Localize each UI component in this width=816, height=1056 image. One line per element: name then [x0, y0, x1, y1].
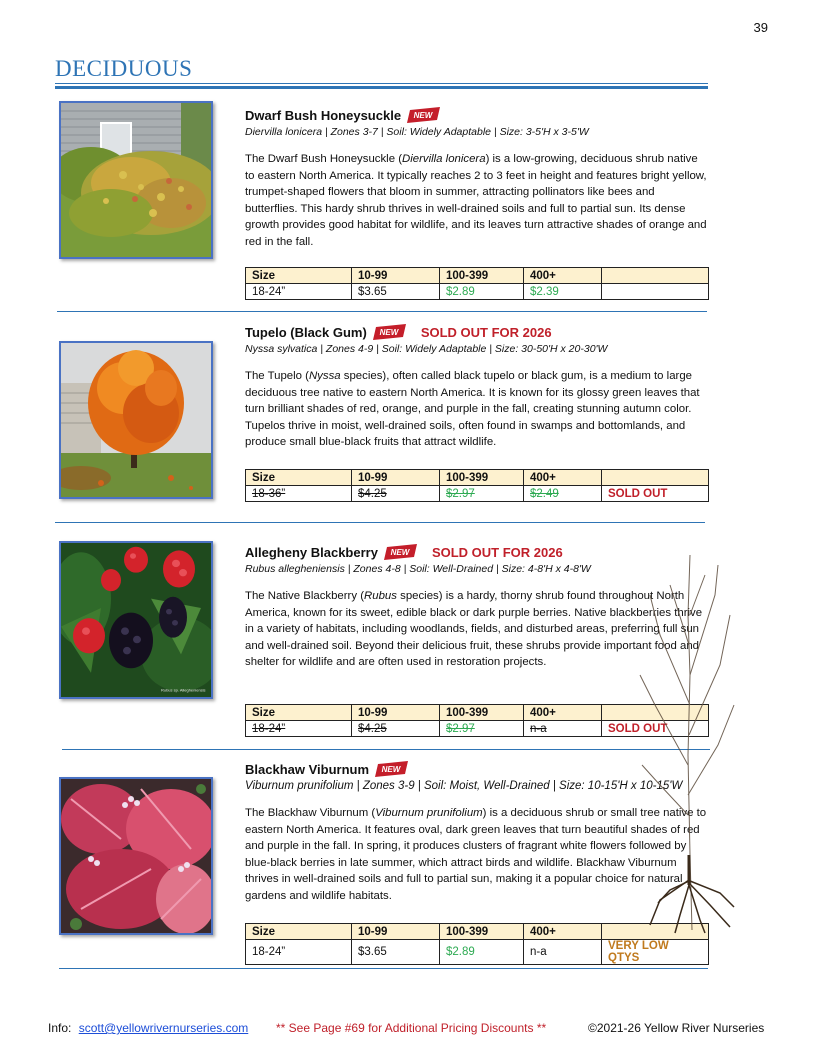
new-badge-text: NEW [413, 111, 433, 120]
header-qty-10-99: 10-99 [352, 470, 440, 486]
header-qty-400-plus: 400+ [524, 705, 602, 721]
plant-description [245, 368, 710, 451]
size-cell: 18-24” [246, 940, 352, 965]
desc-latin: Viburnum prunifolium [375, 807, 483, 819]
header-qty-400-plus: 400+ [524, 268, 602, 284]
price-cell: $2.97 [440, 721, 524, 737]
plant-description [245, 588, 710, 671]
plant-meta [245, 563, 710, 575]
desc-text: ) is a low-growing, deciduous shrub native to eastern North America. It typically reaches 2 to 3 feet in height and features bright yellow, trumpet-shaped flowers that bloom in summer, attracting pollinators like bees and butterflies. This hardy shrub thrives in well-drained soils and full to partial sun. Its dense growth provides good habitat for wildlife, and its leaves turn attractive shades of orange and red in the fall. [245, 153, 707, 248]
photo-allegheny-blackberry [59, 541, 213, 699]
plant-specs: | Zones 3-7 | Soil: Widely Adaptable | Size: 3-5'H x 3-5'W [322, 126, 589, 138]
footer-discount-note: ** See Page #69 for Additional Pricing Discounts ** [276, 1021, 547, 1035]
plant-meta [245, 126, 710, 138]
price-table-header [246, 470, 709, 486]
price-table [245, 469, 709, 502]
entry-divider [55, 522, 705, 523]
header-qty-10-99: 10-99 [352, 924, 440, 940]
desc-text: The Native Blackberry ( [245, 590, 365, 602]
new-badge-text: NEW [390, 548, 410, 557]
new-badge-text: NEW [381, 765, 401, 774]
desc-text: species) is a hardy, thorny shrub found throughout North America, known for its sweet, edible black or dark purple berries. Native blackberries thrive in a variety of habitats, including woodlands, fields, and disturbed areas, preferring full sun and well-drained soil. Beyond their delicious fruit, these shrubs provide important food and shelter for wildlife and are often used in restoration projects. [245, 590, 703, 668]
photo-dwarf-bush-honeysuckle [59, 101, 213, 259]
plant-specs: | Zones 3-9 | Soil: Moist, Well-Drained | Size: 10-15'H x 10-15'W [353, 780, 683, 792]
new-badge [373, 324, 407, 340]
price-cell: n-a [524, 940, 602, 965]
desc-latin: Nyssa [308, 370, 341, 382]
desc-latin: Diervilla lonicera [402, 153, 486, 165]
status-cell: SOLD OUT [602, 486, 709, 502]
header-status [602, 705, 709, 721]
entry-divider [57, 311, 707, 312]
plant-entry [245, 758, 710, 904]
table-row [246, 486, 709, 502]
new-badge [375, 761, 409, 777]
plant-meta [245, 343, 710, 355]
desc-latin: Rubus [364, 590, 397, 602]
desc-text: The Dwarf Bush Honeysuckle ( [245, 153, 402, 165]
price-table [245, 704, 709, 737]
entry-divider [59, 968, 708, 969]
footer-info [48, 1021, 248, 1035]
price-cell: $4.25 [352, 486, 440, 502]
section-title: DECIDUOUS [55, 56, 193, 81]
title-rule-thick [55, 86, 708, 89]
header-qty-100-399: 100-399 [440, 470, 524, 486]
table-row [246, 721, 709, 737]
header-status [602, 470, 709, 486]
desc-text: species), often called black tupelo or black gum, is a medium to large deciduous tree native to eastern North America. It is known for its glossy green leaves that turn brilliant shades of red, orange, and purple in the fall, creating stunning autumn color. Tupelos thrive in moist, well-drained soils, often found in swamps and bottomlands, and produce small blue-black fruits that attract wildlife. [245, 370, 700, 448]
size-cell: 18-24” [246, 284, 352, 300]
plant-description [245, 151, 710, 250]
plant-name: Blackhaw Viburnum [245, 761, 370, 777]
price-cell: $3.65 [352, 940, 440, 965]
plant-specs: | Zones 4-9 | Soil: Widely Adaptable | Size: 30-50'H x 20-30'W [317, 343, 608, 355]
price-cell: n-a [524, 721, 602, 737]
header-status [602, 268, 709, 284]
new-badge [407, 107, 441, 123]
footer-copyright: ©2021-26 Yellow River Nurseries [588, 1021, 765, 1035]
desc-text: ) is a deciduous shrub or small tree native to eastern North America. It features oval, dark green leaves that turn beautiful shades of red and purple in the fall. In spring, it produces clusters of fragrant white flowers followed by blue-black berries in late summer, which attract birds and wildlife. Blackhaw Viburnum thrives in well-drained soils and full to partial sun, making it a popular choice for natural gardens and wildlife habitats. [245, 807, 707, 902]
status-cell [602, 284, 709, 300]
price-table-header [246, 705, 709, 721]
status-cell: VERY LOW QTYS [602, 940, 709, 965]
price-table-header [246, 268, 709, 284]
plant-meta [245, 780, 710, 792]
plant-name: Tupelo (Black Gum) [245, 324, 367, 340]
size-cell: 18-24” [246, 721, 352, 737]
price-cell: $4.25 [352, 721, 440, 737]
price-cell: $2.49 [524, 486, 602, 502]
header-qty-400-plus: 400+ [524, 924, 602, 940]
title-rule [55, 83, 708, 84]
price-table [245, 923, 709, 965]
status-cell: SOLD OUT [602, 721, 709, 737]
new-badge-text: NEW [379, 328, 399, 337]
plant-entry [245, 541, 710, 671]
header-qty-400-plus: 400+ [524, 470, 602, 486]
header-size: Size [246, 924, 352, 940]
footer-info-label: Info: [48, 1021, 72, 1035]
price-cell: $2.39 [524, 284, 602, 300]
photo-caption: Rubus sp. Allegheniensis [161, 688, 206, 693]
header-status [602, 924, 709, 940]
new-badge [384, 544, 418, 560]
price-cell: $2.89 [440, 940, 524, 965]
size-cell: 18-36” [246, 486, 352, 502]
latin-name: Nyssa sylvatica [245, 343, 318, 355]
price-table-header [246, 924, 709, 940]
header-size: Size [246, 470, 352, 486]
plant-description [245, 805, 710, 904]
plant-name: Allegheny Blackberry [245, 544, 378, 560]
latin-name: Rubus allegheniensis [245, 563, 345, 575]
latin-name: Viburnum prunifolium [245, 780, 354, 792]
entry-divider [62, 749, 710, 750]
plant-name: Dwarf Bush Honeysuckle [245, 107, 402, 123]
photo-tupelo [59, 341, 213, 499]
header-size: Size [246, 268, 352, 284]
price-table [245, 267, 709, 300]
header-qty-10-99: 10-99 [352, 705, 440, 721]
photo-blackhaw-viburnum [59, 777, 213, 935]
sold-out-banner: SOLD OUT FOR 2026 [420, 324, 552, 340]
plant-specs: | Zones 4-8 | Soil: Well-Drained | Size: 4-8'H x 4-8'W [344, 563, 591, 575]
desc-text: The Blackhaw Viburnum ( [245, 807, 376, 819]
latin-name: Diervilla lonicera [245, 126, 323, 138]
header-qty-10-99: 10-99 [352, 268, 440, 284]
contact-email-link[interactable]: scott@yellowrivernurseries.com [78, 1021, 249, 1035]
header-qty-100-399: 100-399 [440, 924, 524, 940]
header-qty-100-399: 100-399 [440, 268, 524, 284]
sold-out-banner: SOLD OUT FOR 2026 [431, 544, 563, 560]
price-cell: $2.97 [440, 486, 524, 502]
header-qty-100-399: 100-399 [440, 705, 524, 721]
plant-entry [245, 104, 710, 250]
header-size: Size [246, 705, 352, 721]
price-cell: $2.89 [440, 284, 524, 300]
table-row [246, 940, 709, 965]
table-row [246, 284, 709, 300]
plant-entry [245, 321, 710, 451]
page-number: 39 [753, 20, 768, 35]
desc-text: The Tupelo ( [245, 370, 309, 382]
price-cell: $3.65 [352, 284, 440, 300]
